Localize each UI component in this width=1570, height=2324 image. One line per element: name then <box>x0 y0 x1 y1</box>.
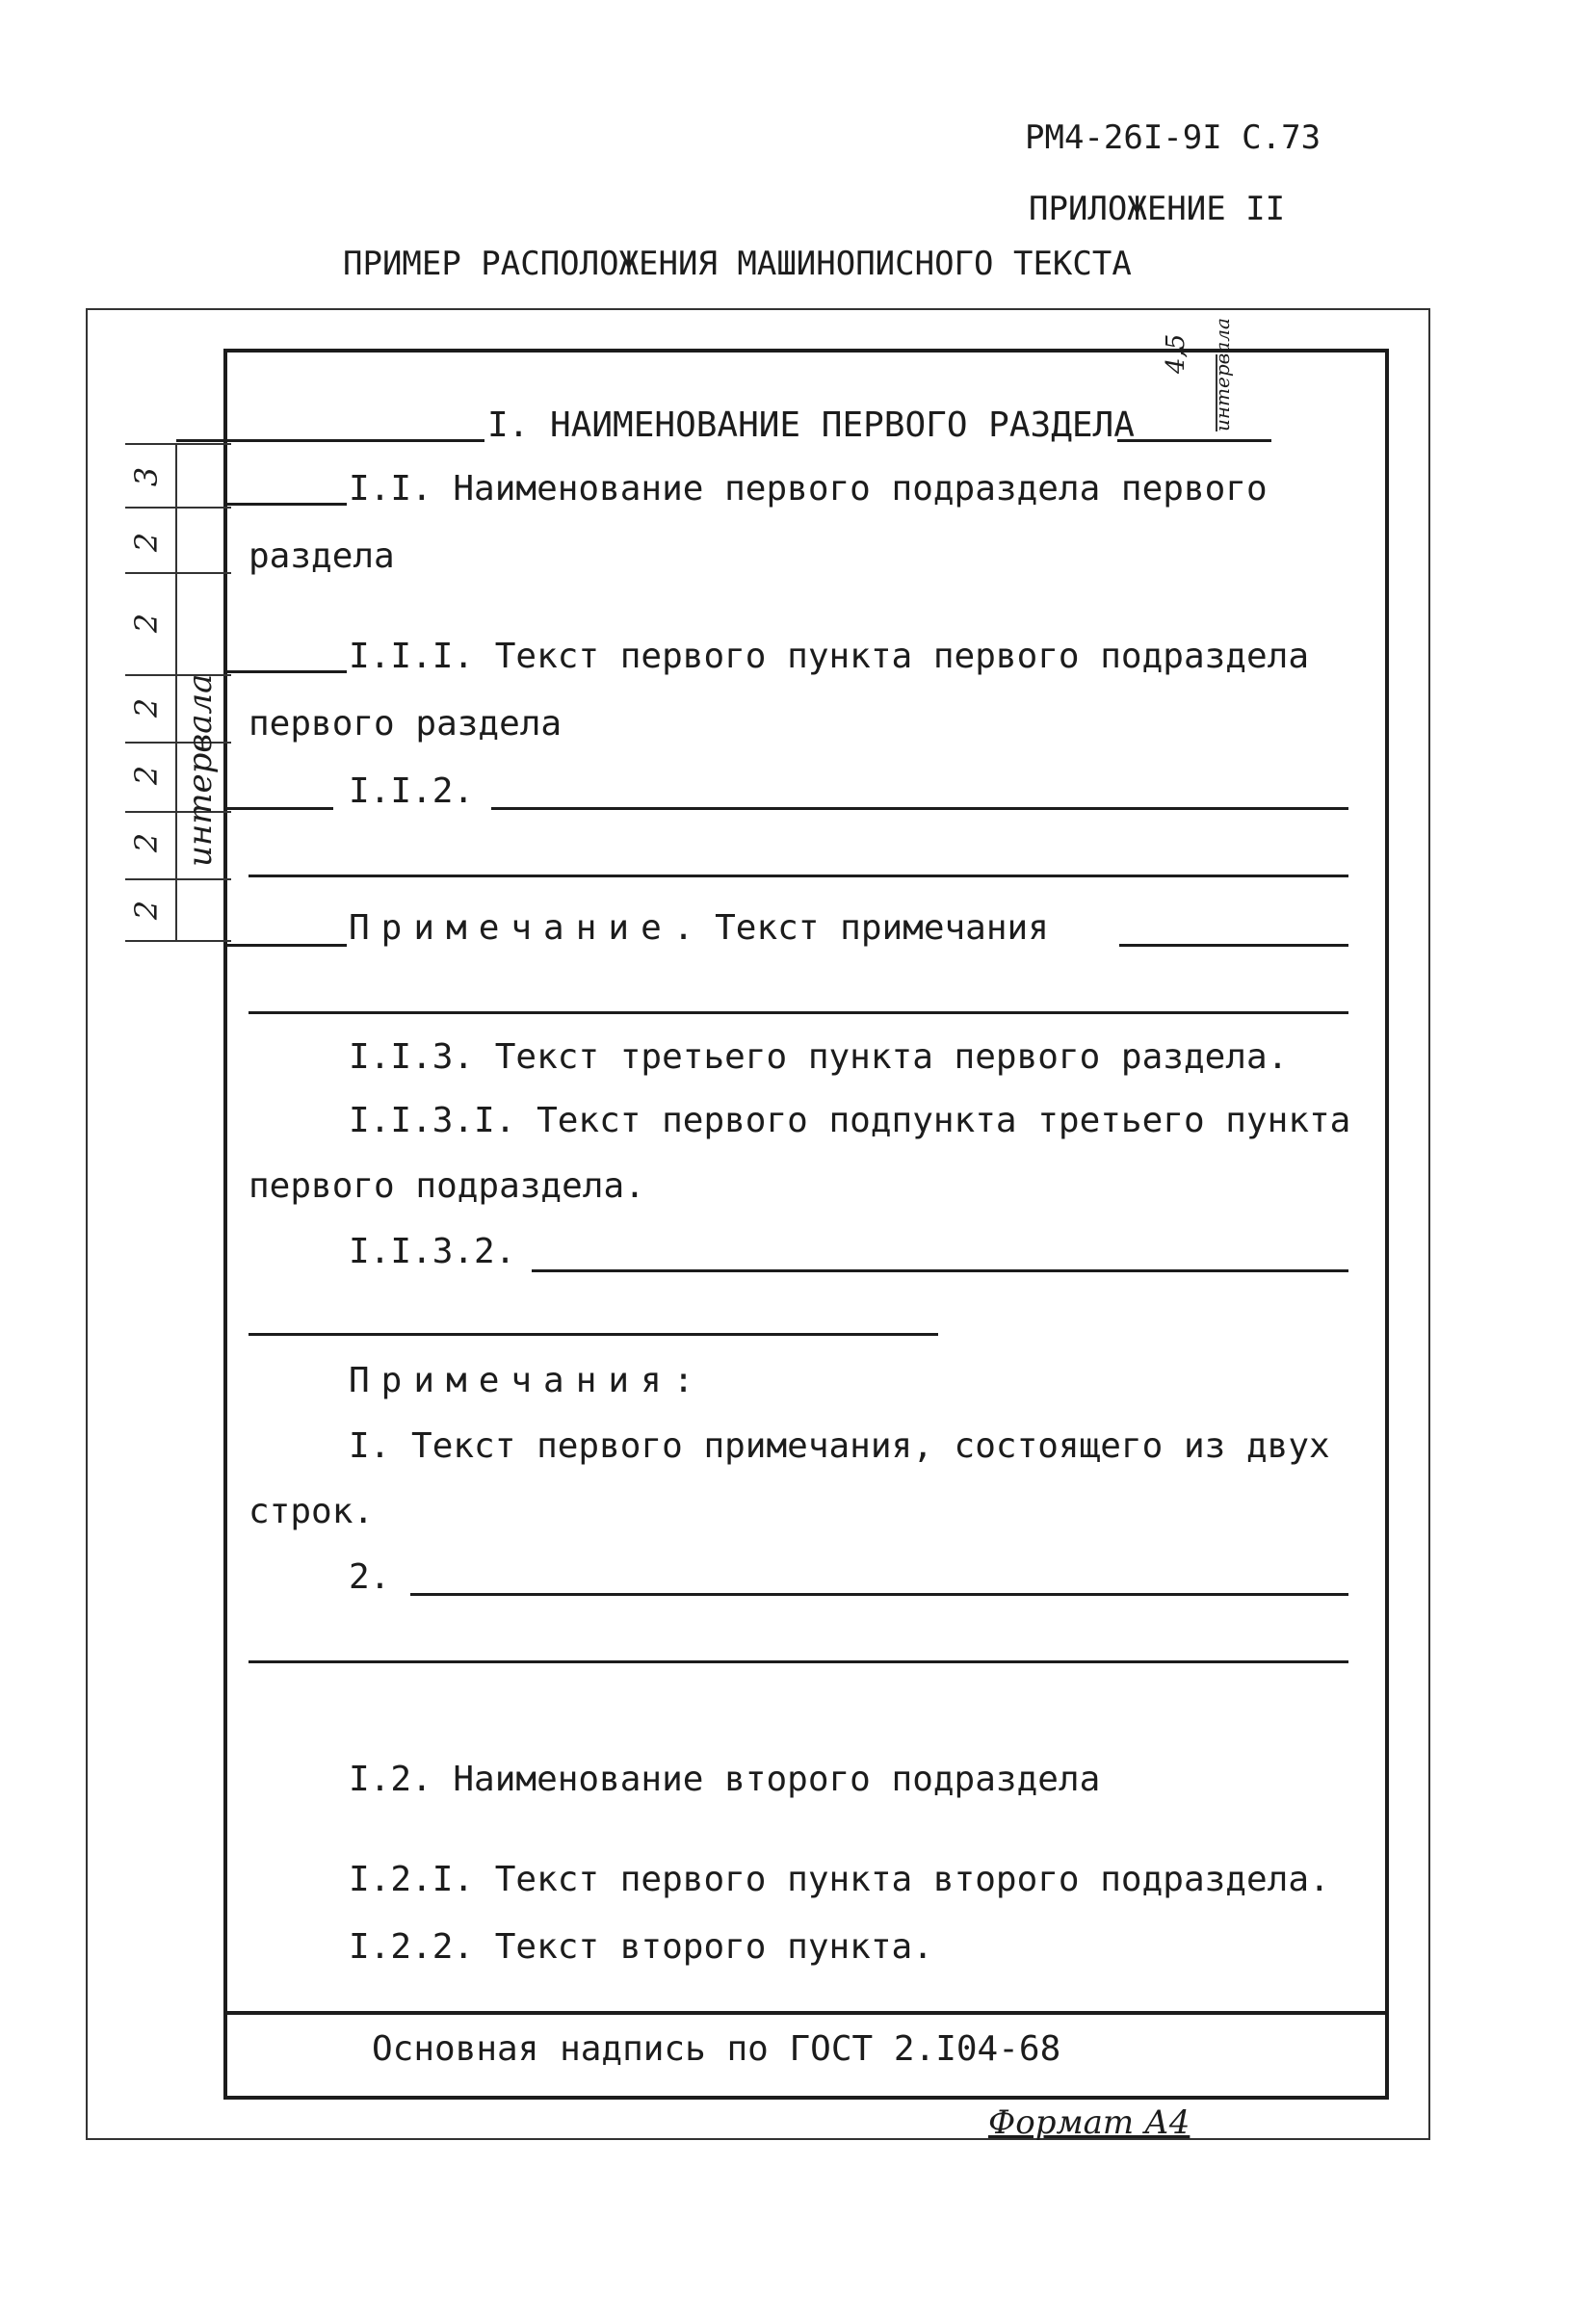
dimension-tick <box>125 878 231 880</box>
item-1-1-3-1-line1: I.I.3.I. Текст первого подпункта третьего пункта <box>349 1101 1351 1140</box>
appendix-label: ПРИЛОЖЕНИЕ II <box>1029 190 1286 228</box>
dimension-line <box>175 443 177 940</box>
notes-heading: Примечания: <box>349 1361 706 1400</box>
item-1-2-2: I.2.2. Текст второго пункта. <box>349 1927 933 1967</box>
indent-line <box>223 503 347 506</box>
note-word: Примечание <box>349 908 673 948</box>
stamp-divider <box>223 2011 1389 2015</box>
indent-mark: 2 <box>128 832 166 853</box>
title-lead-line <box>176 439 484 442</box>
item-1-1-3: I.I.3. Текст третьего пункта первого раздела. <box>349 1037 1289 1077</box>
note-text: . Текст примечания <box>672 908 1049 948</box>
top-interval-tick <box>1216 354 1217 431</box>
item-1-1-1-line1: I.I.I. Текст первого пункта первого подраздела <box>349 637 1309 676</box>
blank-line <box>532 1269 1348 1272</box>
indent-mark: 2 <box>128 613 166 634</box>
indent-mark: 2 <box>128 765 166 786</box>
dimension-tick <box>125 507 231 509</box>
note-2: 2. <box>349 1557 391 1597</box>
title-tail-line <box>1117 439 1271 442</box>
dimension-tick <box>125 572 231 574</box>
page-title: ПРИМЕР РАСПОЛОЖЕНИЯ МАШИНОПИСНОГО ТЕКСТА <box>343 245 1132 283</box>
subsection-1-1-line2: раздела <box>249 536 395 576</box>
indent-mark: 2 <box>128 900 166 921</box>
indent-line <box>223 807 333 810</box>
title-block-note: Основная надпись по ГОСТ 2.I04-68 <box>372 2029 1061 2069</box>
note-heading <box>349 907 1049 950</box>
note-1-line2: строк. <box>249 1492 375 1531</box>
item-1-2-1: I.2.I. Текст первого пункта второго подраздела. <box>349 1860 1330 1899</box>
indent-mark: 2 <box>128 532 166 553</box>
indent-mark: 2 <box>128 697 166 718</box>
dimension-tick <box>125 940 231 942</box>
blank-line <box>249 875 1348 877</box>
interval-word: интервала <box>181 673 220 867</box>
item-1-1-3-1-line2: первого подраздела. <box>249 1166 645 1206</box>
blank-line <box>1119 944 1348 947</box>
subsection-1-2: I.2. Наименование второго подраздела <box>349 1760 1101 1799</box>
indent-mark: 3 <box>128 466 166 487</box>
blank-line <box>491 807 1348 810</box>
top-interval-value: 4,5 <box>1162 333 1191 374</box>
blank-line <box>249 1660 1348 1663</box>
item-1-1-2: I.I.2. <box>349 771 475 811</box>
item-1-1-3-2: I.I.3.2. <box>349 1232 516 1271</box>
top-interval-word: интервала <box>1211 318 1234 431</box>
item-1-1-1-line2: первого раздела <box>249 704 563 744</box>
blank-line <box>249 1011 1348 1014</box>
subsection-1-1-line1: I.I. Наименование первого подраздела первого <box>349 469 1268 509</box>
dimension-tick <box>125 443 231 445</box>
document-code: РМ4-26I-9I С.73 <box>1025 118 1321 157</box>
text-frame <box>223 349 1389 2100</box>
format-label: Формат А4 <box>988 2103 1191 2142</box>
section-title: I. НАИМЕНОВАНИЕ ПЕРВОГО РАЗДЕЛА <box>487 405 1135 445</box>
blank-line <box>410 1593 1348 1596</box>
indent-line <box>223 670 347 673</box>
blank-line <box>249 1333 938 1336</box>
note-1-line1: I. Текст первого примечания, состоящего из двух <box>349 1426 1330 1466</box>
indent-line <box>223 944 347 947</box>
